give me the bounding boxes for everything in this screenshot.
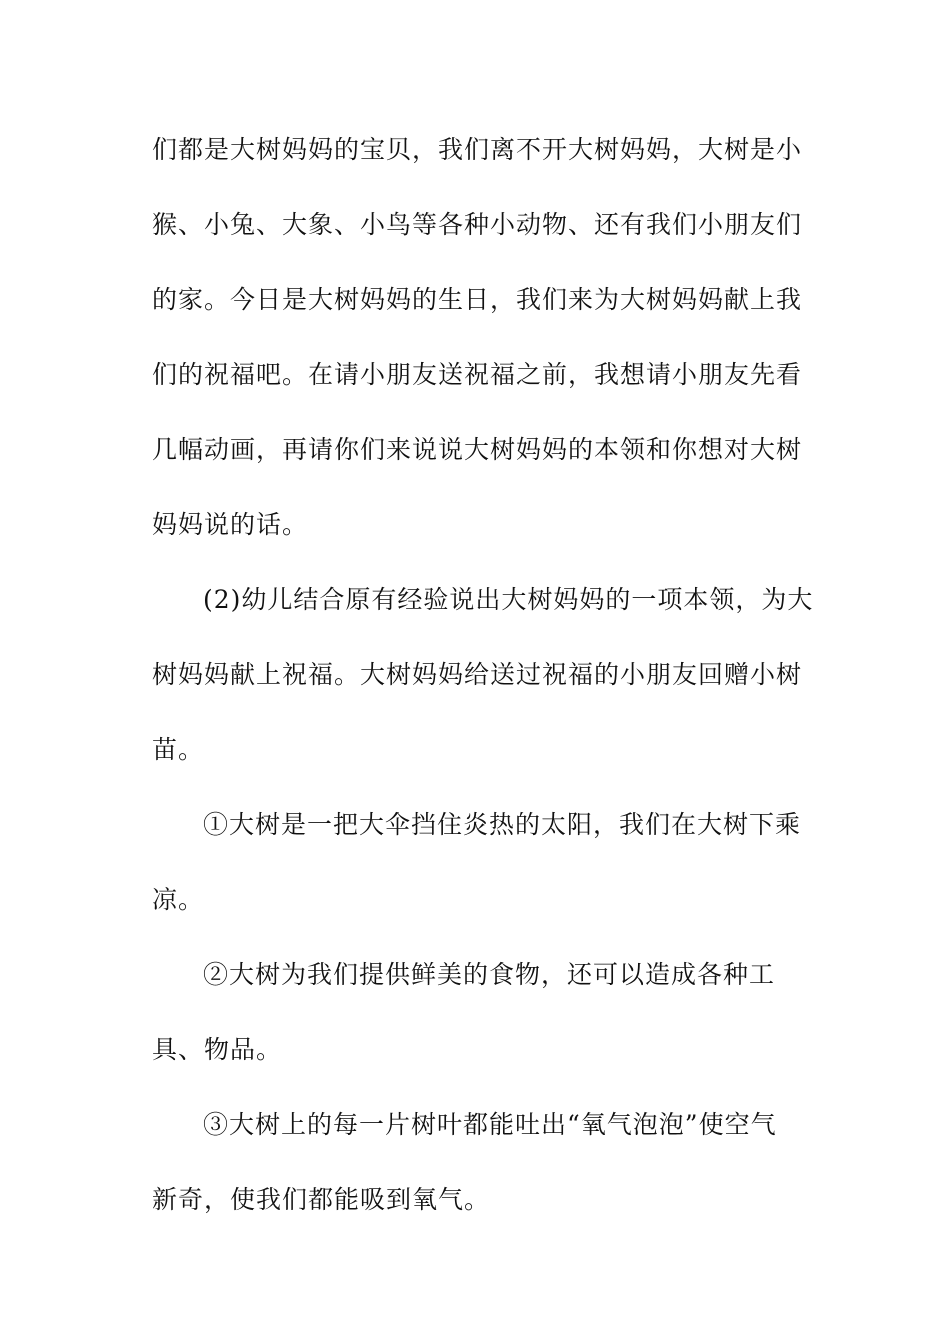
text-line: 们的祝福吧。在请小朋友送祝福之前，我想请小朋友先看 xyxy=(152,360,803,389)
text-line: (2)幼儿结合原有经验说出大树妈妈的一项本领，为大 xyxy=(203,585,814,614)
text-line: 的家。今日是大树妈妈的生日，我们来为大树妈妈献上我 xyxy=(152,285,803,314)
text-line: ③大树上的每一片树叶都能吐出“氧气泡泡”使空气 xyxy=(203,1110,777,1139)
text-line: ①大树是一把大伞挡住炎热的太阳，我们在大树下乘 xyxy=(203,810,802,839)
text-line: 凉。 xyxy=(152,885,205,914)
text-line: 几幅动画，再请你们来说说大树妈妈的本领和你想对大树 xyxy=(152,435,803,464)
text-line: 苗。 xyxy=(152,735,205,764)
text-line: 新奇，使我们都能吸到氧气。 xyxy=(152,1185,491,1214)
text-line: 们都是大树妈妈的宝贝，我们离不开大树妈妈，大树是小 xyxy=(152,135,803,164)
text-line: 具、物品。 xyxy=(152,1035,283,1064)
text-line: 猴、小兔、大象、小鸟等各种小动物、还有我们小朋友们 xyxy=(152,210,803,239)
text-line: 妈妈说的话。 xyxy=(152,510,309,539)
text-line: ②大树为我们提供鲜美的食物，还可以造成各种工 xyxy=(203,960,776,989)
text-line: 树妈妈献上祝福。大树妈妈给送过祝福的小朋友回赠小树 xyxy=(152,660,803,689)
